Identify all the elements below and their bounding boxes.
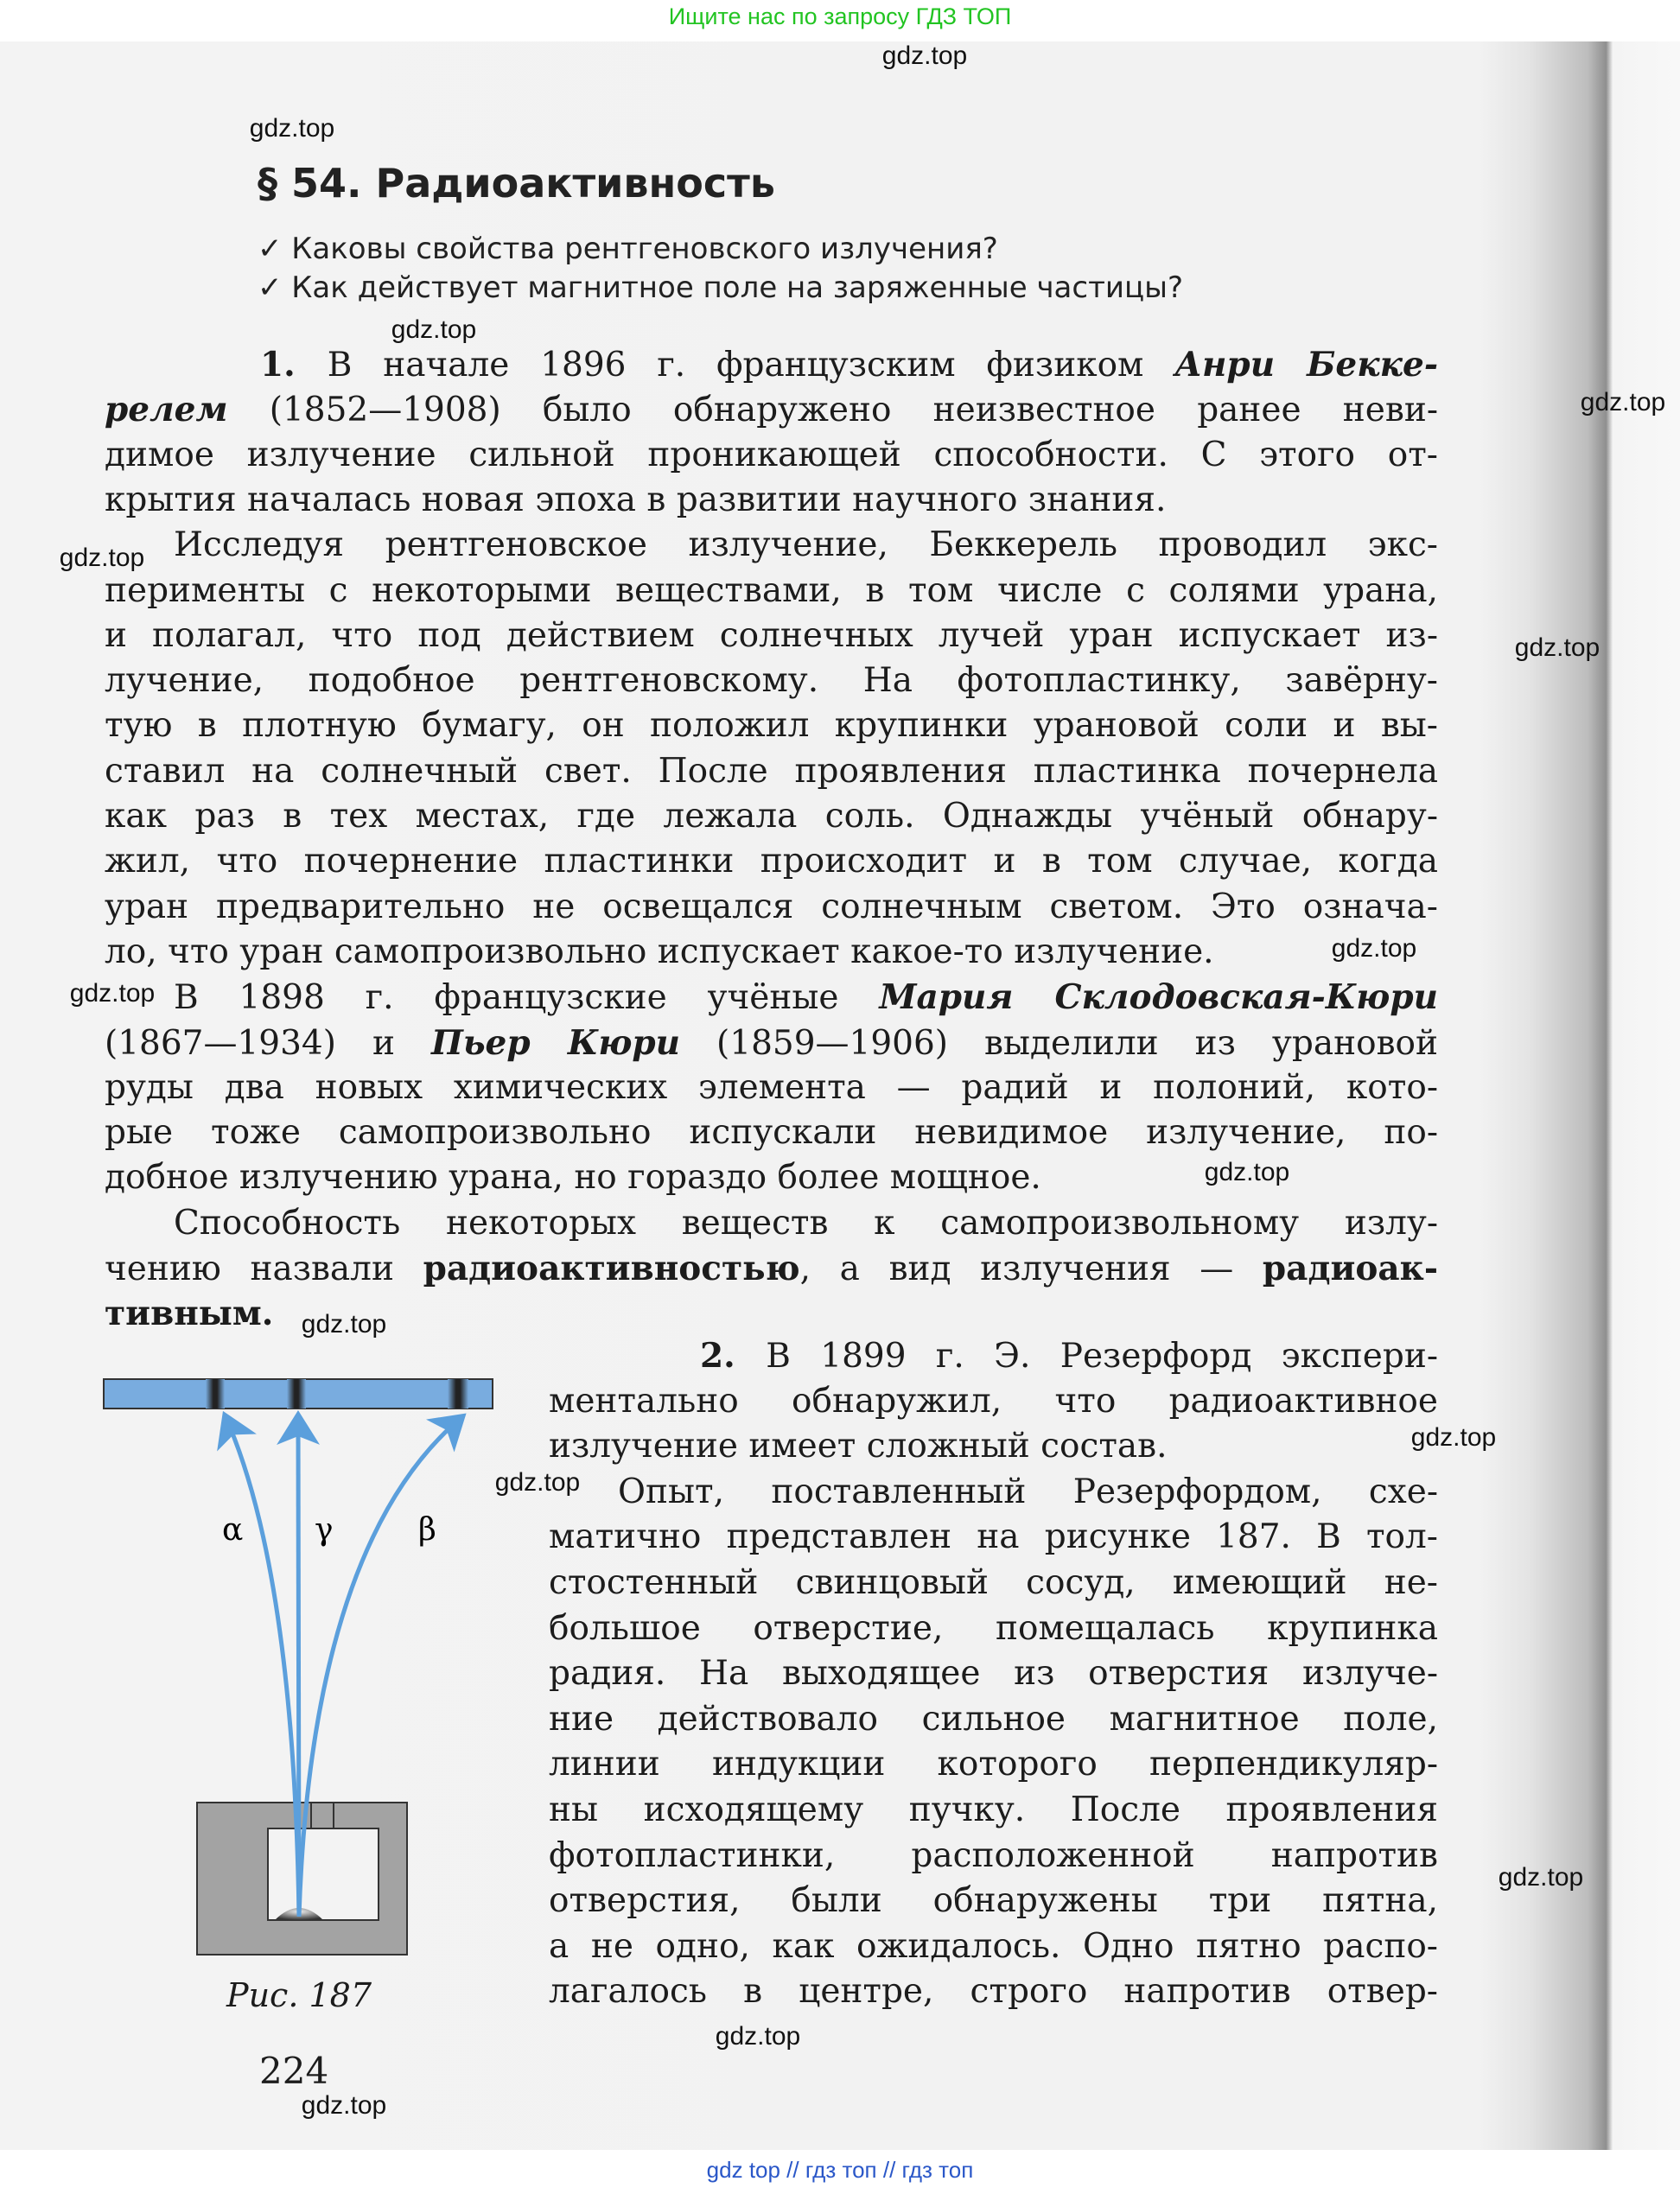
text-segment: уран предварительно не освещался солнечным светом. Это означа-	[105, 887, 1438, 926]
text-segment: В начале 1896 г. французским физиком	[327, 346, 1175, 385]
text-segment: лагалось в центре, строго напротив отвер-	[549, 1972, 1438, 2012]
spot-gamma	[287, 1379, 306, 1409]
text-segment: ны исходящему пучку. После проявления	[549, 1790, 1438, 1829]
text-segment: ставил на солнечный свет. После проявления пластинка почернела	[105, 751, 1438, 791]
text-segment: Способность некоторых веществ к самопроизвольному излу-	[174, 1203, 1438, 1243]
label-gamma: γ	[315, 1512, 334, 1548]
text-segment: В 1899 г. Э. Резерфорд экспери-	[766, 1337, 1438, 1376]
text-segment: матично представлен на рисунке 187. В тол-	[549, 1517, 1438, 1557]
text-segment: чению назвали	[105, 1250, 423, 1288]
spot-alpha	[206, 1379, 225, 1409]
text-segment: фотопластинки, расположенной напротив	[549, 1835, 1438, 1875]
text-segment: линии индукции которого перпендикуляр-	[549, 1745, 1438, 1784]
page-number: 224	[259, 2050, 329, 2092]
text-segment: а не одно, как ожидалось. Одно пятно распо-	[549, 1926, 1438, 1966]
figure-caption: Рис. 187	[226, 1976, 372, 2014]
text-segment: руды два новых химических элемента — радий и полоний, кото-	[105, 1067, 1438, 1107]
text-segment: отверстия, были обнаружены три пятна,	[549, 1881, 1438, 1921]
text-segment: крытия началась новая эпоха в развитии научного знания.	[105, 480, 1167, 519]
banner-text[interactable]: Ищите нас по запросу ГДЗ ТОП	[668, 3, 1012, 29]
question-1: ✓ Каковы свойства рентгеновского излучения?	[258, 232, 998, 266]
text-segment: жил, что почернение пластинки происходит и в том случае, когда	[105, 842, 1438, 881]
text-segment: добное излучению урана, но гораздо более мощное.	[105, 1158, 1041, 1198]
text-segment: 2.	[700, 1336, 767, 1376]
text-segment: радиоак-	[1262, 1249, 1438, 1288]
text-segment: большое отверстие, помещалась крупинка	[549, 1608, 1438, 1648]
watermark-text: gdz.top	[494, 1468, 581, 1497]
text-segment: Исследуя рентгеновское излучение, Беккерель проводил экс-	[174, 525, 1438, 565]
watermark-text: gdz.top	[1514, 633, 1600, 662]
text-segment: ние действовало сильное магнитное поле,	[549, 1699, 1438, 1739]
ray-gamma	[298, 1419, 299, 1917]
text-segment: (1867—1934) и	[105, 1023, 431, 1063]
text-segment: радия. На выходящее из отверстия излуче-	[549, 1654, 1438, 1694]
watermark-text: gdz.top	[249, 114, 335, 143]
footer-banner	[0, 2150, 1680, 2194]
text-segment: ло, что уран самопроизвольно испускает какое-то излучение.	[105, 932, 1214, 971]
watermark-text: gdz.top	[1331, 934, 1417, 963]
text-segment: и полагал, что под действием солнечных лучей уран испускает из-	[105, 615, 1438, 655]
spot-beta	[448, 1379, 468, 1409]
watermark-text: gdz.top	[59, 544, 145, 572]
text-segment: В 1898 г. французские учёные	[174, 978, 880, 1018]
watermark-text: gdz.top	[69, 979, 156, 1008]
watermark-text: gdz.top	[1204, 1158, 1290, 1186]
text-segment: , а вид излучения —	[799, 1250, 1263, 1288]
text-segment: радиоактивностью	[423, 1249, 800, 1288]
watermark-text: gdz.top	[881, 41, 968, 70]
text-segment: тивным.	[105, 1294, 274, 1334]
text-segment: релем	[105, 390, 228, 430]
watermark-text: gdz.top	[1498, 1863, 1584, 1892]
watermark-text: gdz.top	[715, 2022, 801, 2051]
watermark-text: gdz.top	[301, 1310, 387, 1339]
text-segment: ментально обнаружил, что радиоактивное	[549, 1381, 1438, 1421]
watermark-text: gdz.top	[301, 2091, 387, 2120]
text-segment: (1859—1906) выделили из урановой	[680, 1023, 1438, 1063]
question-2: ✓ Как действует магнитное поле на заряженные частицы?	[258, 270, 1183, 305]
text-segment: как раз в тех местах, где лежала соль. Однажды учёный обнару-	[105, 797, 1438, 836]
text-segment: (1852—1908) было обнаружено неизвестное ранее неви-	[227, 391, 1438, 430]
footer-text[interactable]: gdz top // гдз топ // гдз топ	[706, 2157, 974, 2183]
text-segment: Анри Бекке-	[1174, 345, 1438, 385]
text-segment: Мария Склодовская-Кюри	[879, 977, 1438, 1018]
text-segment: перименты с некоторыми веществами, в том числе с солями урана,	[105, 570, 1438, 610]
watermark-text: gdz.top	[391, 315, 477, 344]
text-segment: 1.	[260, 345, 328, 385]
text-segment: лучение, подобное рентгеновскому. На фотопластинку, завёрну-	[105, 661, 1438, 701]
text-segment: тую в плотную бумагу, он положил крупинки урановой соли и вы-	[105, 706, 1438, 746]
text-segment: Пьер Кюри	[430, 1022, 681, 1063]
label-beta: β	[418, 1512, 436, 1548]
watermark-text: gdz.top	[1580, 388, 1666, 417]
section-heading: § 54. Радиоактивность	[258, 160, 775, 207]
label-alpha: α	[222, 1512, 244, 1548]
text-segment: димое излучение сильной проникающей способности. С этого от-	[105, 435, 1438, 474]
text-segment: стостенный свинцовый сосуд, имеющий не-	[549, 1563, 1438, 1602]
text-segment: рые тоже самопроизвольно испускали невидимое излучение, по-	[105, 1113, 1438, 1153]
text-segment: Опыт, поставленный Резерфордом, схе-	[618, 1472, 1438, 1511]
text-segment: излучение имеет сложный состав.	[549, 1427, 1168, 1466]
watermark-text: gdz.top	[1410, 1423, 1497, 1452]
